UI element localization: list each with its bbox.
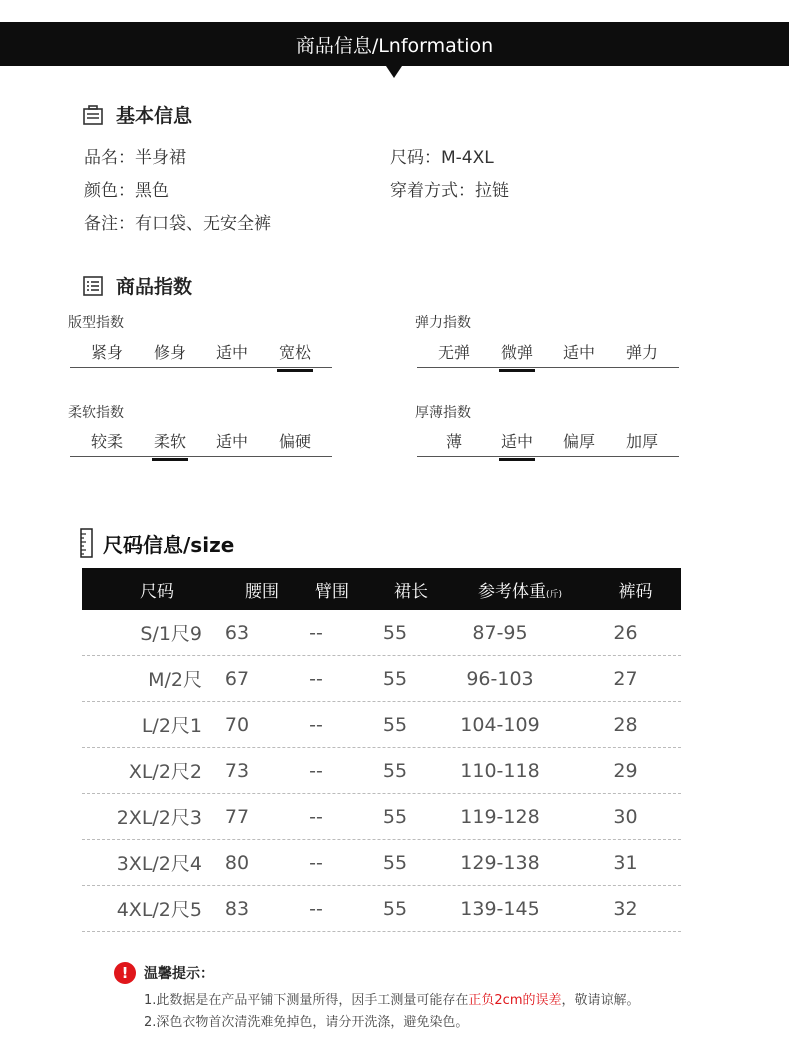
header-size: 尺码 xyxy=(140,581,174,602)
cell-waist: 63 xyxy=(224,621,250,644)
cell-weight: 139-145 xyxy=(460,897,540,920)
cell-weight: 104-109 xyxy=(460,713,540,736)
product-size xyxy=(390,143,494,168)
basic-info-title-text: 基本信息 xyxy=(116,105,193,127)
ruler-icon xyxy=(80,528,93,558)
product-color-label: 颜色： xyxy=(84,181,135,201)
softness-option-1: 较柔 xyxy=(90,432,123,451)
warning-icon: ! xyxy=(114,962,136,984)
header-bar xyxy=(0,22,789,66)
size-table-header xyxy=(82,568,681,610)
cell-skirt-length: 55 xyxy=(382,897,408,920)
cell-weight: 119-128 xyxy=(460,805,540,828)
cell-arm: -- xyxy=(309,851,323,874)
product-note xyxy=(84,209,271,234)
thickness-index-label: 厚薄指数 xyxy=(415,405,471,421)
cell-pants-size: 29 xyxy=(613,759,638,782)
cell-pants-size: 30 xyxy=(613,805,638,828)
table-row xyxy=(82,656,681,702)
table-row xyxy=(82,794,681,840)
index-title-text: 商品指数 xyxy=(116,276,193,298)
elastic-option-1: 无弹 xyxy=(437,343,470,362)
cell-pants-size: 32 xyxy=(613,897,638,920)
tips-line-1-suffix: ，敬请谅解。 xyxy=(561,993,640,1008)
softness-option-2-selected: 柔软 xyxy=(145,429,195,452)
product-wear-value: 拉链 xyxy=(475,181,509,201)
product-color-value: 黑色 xyxy=(135,181,169,201)
briefcase-icon xyxy=(82,104,104,126)
table-row xyxy=(82,840,681,886)
elastic-option-2-selected: 微弹 xyxy=(492,340,542,363)
fit-option-3: 适中 xyxy=(215,343,248,362)
cell-waist: 80 xyxy=(224,851,250,874)
table-row xyxy=(82,748,681,794)
cell-skirt-length: 55 xyxy=(382,621,408,644)
softness-option-3: 适中 xyxy=(215,432,248,451)
elastic-option-3: 适中 xyxy=(562,343,595,362)
tips-line-2: 2.深色衣物首次清洗难免掉色，请分开洗涤，避免染色。 xyxy=(144,1015,469,1030)
cell-size: XL/2尺2 xyxy=(128,761,202,783)
cell-weight: 129-138 xyxy=(460,851,540,874)
cell-arm: -- xyxy=(309,713,323,736)
size-info-title xyxy=(80,528,234,558)
cell-pants-size: 26 xyxy=(613,621,638,644)
thickness-option-2-selected: 适中 xyxy=(492,429,542,452)
header-waist: 腰围 xyxy=(245,581,279,602)
cell-pants-size: 27 xyxy=(613,667,638,690)
cell-size: L/2尺1 xyxy=(141,715,202,737)
elastic-option-4: 弹力 xyxy=(625,343,658,362)
tips-line-1 xyxy=(144,989,640,1008)
elastic-index-scale xyxy=(417,338,679,368)
cell-arm: -- xyxy=(309,667,323,690)
cell-waist: 83 xyxy=(224,897,250,920)
table-row xyxy=(82,886,681,932)
tips-line-1-highlight: 正负2cm的误差 xyxy=(468,993,562,1008)
header-pants-size: 裤码 xyxy=(618,581,653,602)
table-row xyxy=(82,702,681,748)
thickness-index-scale xyxy=(417,427,679,457)
cell-pants-size: 28 xyxy=(613,713,638,736)
cell-waist: 73 xyxy=(224,759,250,782)
tips-title: 温馨提示： xyxy=(144,966,214,982)
thickness-option-4: 加厚 xyxy=(625,432,658,451)
softness-index-label: 柔软指数 xyxy=(68,405,124,421)
product-color xyxy=(84,176,169,201)
thickness-option-3: 偏厚 xyxy=(562,432,595,451)
cell-size: 4XL/2尺5 xyxy=(116,899,202,921)
cell-waist: 67 xyxy=(224,667,250,690)
cell-waist: 77 xyxy=(224,805,250,828)
cell-skirt-length: 55 xyxy=(382,851,408,874)
cell-weight: 87-95 xyxy=(472,621,528,644)
thickness-option-1: 薄 xyxy=(445,432,462,451)
header-skirt-length: 裙长 xyxy=(394,581,428,602)
cell-pants-size: 31 xyxy=(613,851,638,874)
index-title xyxy=(82,272,192,299)
cell-skirt-length: 55 xyxy=(382,805,408,828)
product-note-value: 有口袋、无安全裤 xyxy=(135,214,271,234)
cell-weight: 96-103 xyxy=(466,667,534,690)
softness-option-4: 偏硬 xyxy=(278,432,311,451)
cell-arm: -- xyxy=(309,897,323,920)
product-name xyxy=(84,143,186,168)
header-arm: 臂围 xyxy=(315,581,349,602)
size-info-title-text: 尺码信息/size xyxy=(103,532,235,557)
fit-index-scale xyxy=(70,338,332,368)
product-wear-label: 穿着方式： xyxy=(390,181,475,201)
cell-arm: -- xyxy=(309,759,323,782)
cell-size: 2XL/2尺3 xyxy=(116,807,202,829)
product-size-label: 尺码： xyxy=(390,148,441,168)
header-title: 商品信息/Lnformation xyxy=(295,34,494,57)
cell-arm: -- xyxy=(309,621,323,644)
product-wear xyxy=(390,176,509,201)
product-name-value: 半身裙 xyxy=(135,148,186,168)
product-size-value: M-4XL xyxy=(441,148,494,168)
cell-arm: -- xyxy=(309,805,323,828)
table-row xyxy=(82,610,681,656)
elastic-index-label: 弹力指数 xyxy=(415,315,471,331)
header-weight-unit: (斤) xyxy=(545,589,563,600)
tips-line-1-prefix: 1.此数据是在产品平铺下测量所得，因手工测量可能存在 xyxy=(144,993,469,1008)
fit-option-4-selected: 宽松 xyxy=(270,340,320,363)
product-note-label: 备注： xyxy=(84,214,135,234)
cell-skirt-length: 55 xyxy=(382,759,408,782)
cell-size: S/1尺9 xyxy=(140,623,202,645)
cell-skirt-length: 55 xyxy=(382,667,408,690)
cell-weight: 110-118 xyxy=(460,759,540,782)
product-name-label: 品名： xyxy=(84,148,135,168)
fit-option-2: 修身 xyxy=(153,343,186,362)
fit-option-1: 紧身 xyxy=(90,343,123,362)
header-weight xyxy=(450,577,590,602)
fit-index-label: 版型指数 xyxy=(68,315,124,331)
cell-size: 3XL/2尺4 xyxy=(116,853,202,875)
list-icon xyxy=(82,275,104,297)
cell-size: M/2尺 xyxy=(148,669,202,691)
size-table-body xyxy=(82,610,681,932)
basic-info-title xyxy=(82,101,192,128)
header-weight-text: 参考体重 xyxy=(477,581,546,602)
header-caret xyxy=(386,66,402,78)
cell-skirt-length: 55 xyxy=(382,713,408,736)
size-table xyxy=(82,568,681,932)
cell-waist: 70 xyxy=(224,713,250,736)
softness-index-scale xyxy=(70,427,332,457)
